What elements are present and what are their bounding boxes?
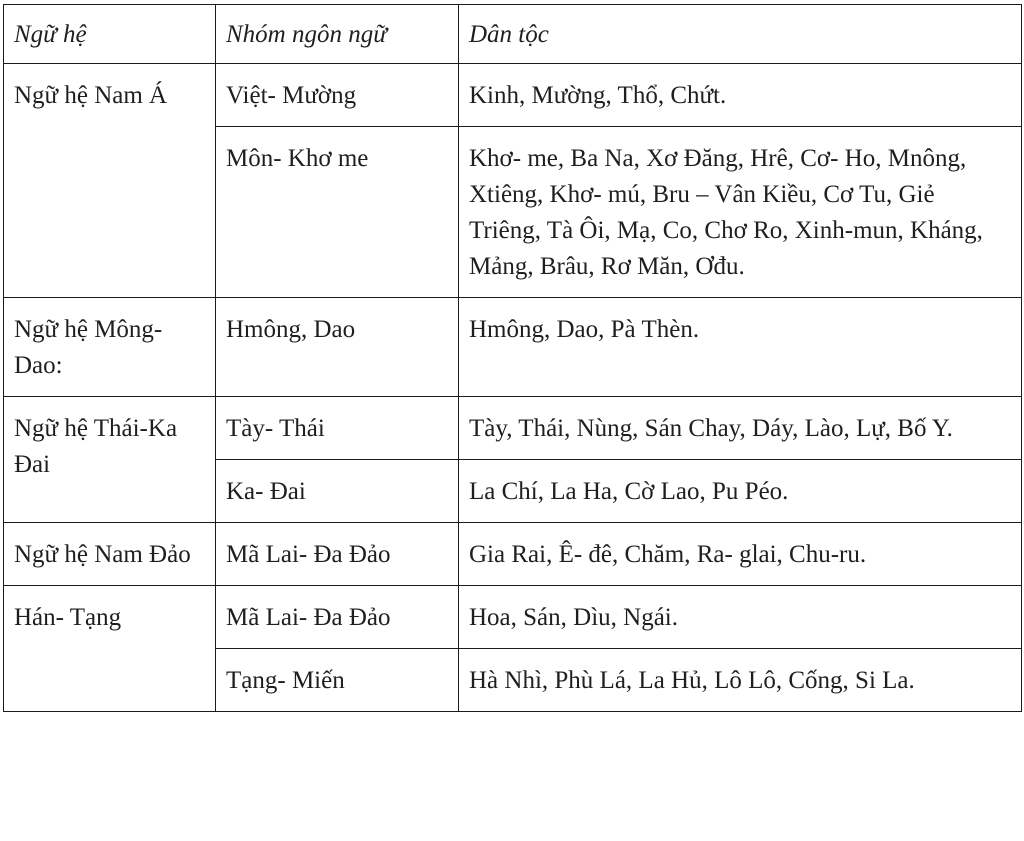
family-cell: Hán- Tạng <box>4 586 216 712</box>
header-language-family: Ngữ hệ <box>4 5 216 64</box>
table-header-row <box>4 5 1022 64</box>
ethnics-cell: Tày, Thái, Nùng, Sán Chay, Dáy, Lào, Lự, Bố Y. <box>459 397 1022 460</box>
group-cell: Môn- Khơ me <box>216 127 459 298</box>
group-cell: Tày- Thái <box>216 397 459 460</box>
group-cell: Hmông, Dao <box>216 298 459 397</box>
group-cell: Việt- Mường <box>216 64 459 127</box>
ethnics-cell: Gia Rai, Ê- đê, Chăm, Ra- glai, Chu-ru. <box>459 523 1022 586</box>
group-cell: Mã Lai- Đa Đảo <box>216 523 459 586</box>
family-cell: Ngữ hệ Nam Đảo <box>4 523 216 586</box>
family-cell: Ngữ hệ Mông-Dao: <box>4 298 216 397</box>
table-row <box>4 397 1022 460</box>
table-row <box>4 298 1022 397</box>
ethnics-cell: Khơ- me, Ba Na, Xơ Đăng, Hrê, Cơ- Ho, Mnông, Xtiêng, Khơ- mú, Bru – Vân Kiều, Cơ Tu, Giẻ Triêng, Tà Ôi, Mạ, Co, Chơ Ro, Xinh-mun, Kháng, Mảng, Brâu, Rơ Măn, Ơđu. <box>459 127 1022 298</box>
family-cell: Ngữ hệ Thái-Ka Đai <box>4 397 216 523</box>
header-ethnic-groups: Dân tộc <box>459 5 1022 64</box>
ethnics-cell: Hà Nhì, Phù Lá, La Hủ, Lô Lô, Cống, Si La. <box>459 649 1022 712</box>
header-language-group: Nhóm ngôn ngữ <box>216 5 459 64</box>
ethnics-cell: Hoa, Sán, Dìu, Ngái. <box>459 586 1022 649</box>
group-cell: Ka- Đai <box>216 460 459 523</box>
ethnics-cell: Kinh, Mường, Thổ, Chứt. <box>459 64 1022 127</box>
ethnics-cell: Hmông, Dao, Pà Thèn. <box>459 298 1022 397</box>
family-cell: Ngữ hệ Nam Á <box>4 64 216 298</box>
table-row <box>4 523 1022 586</box>
group-cell: Tạng- Miến <box>216 649 459 712</box>
group-cell: Mã Lai- Đa Đảo <box>216 586 459 649</box>
ethnics-cell: La Chí, La Ha, Cờ Lao, Pu Péo. <box>459 460 1022 523</box>
table-row <box>4 64 1022 127</box>
language-family-table <box>3 4 1022 712</box>
table-row <box>4 586 1022 649</box>
